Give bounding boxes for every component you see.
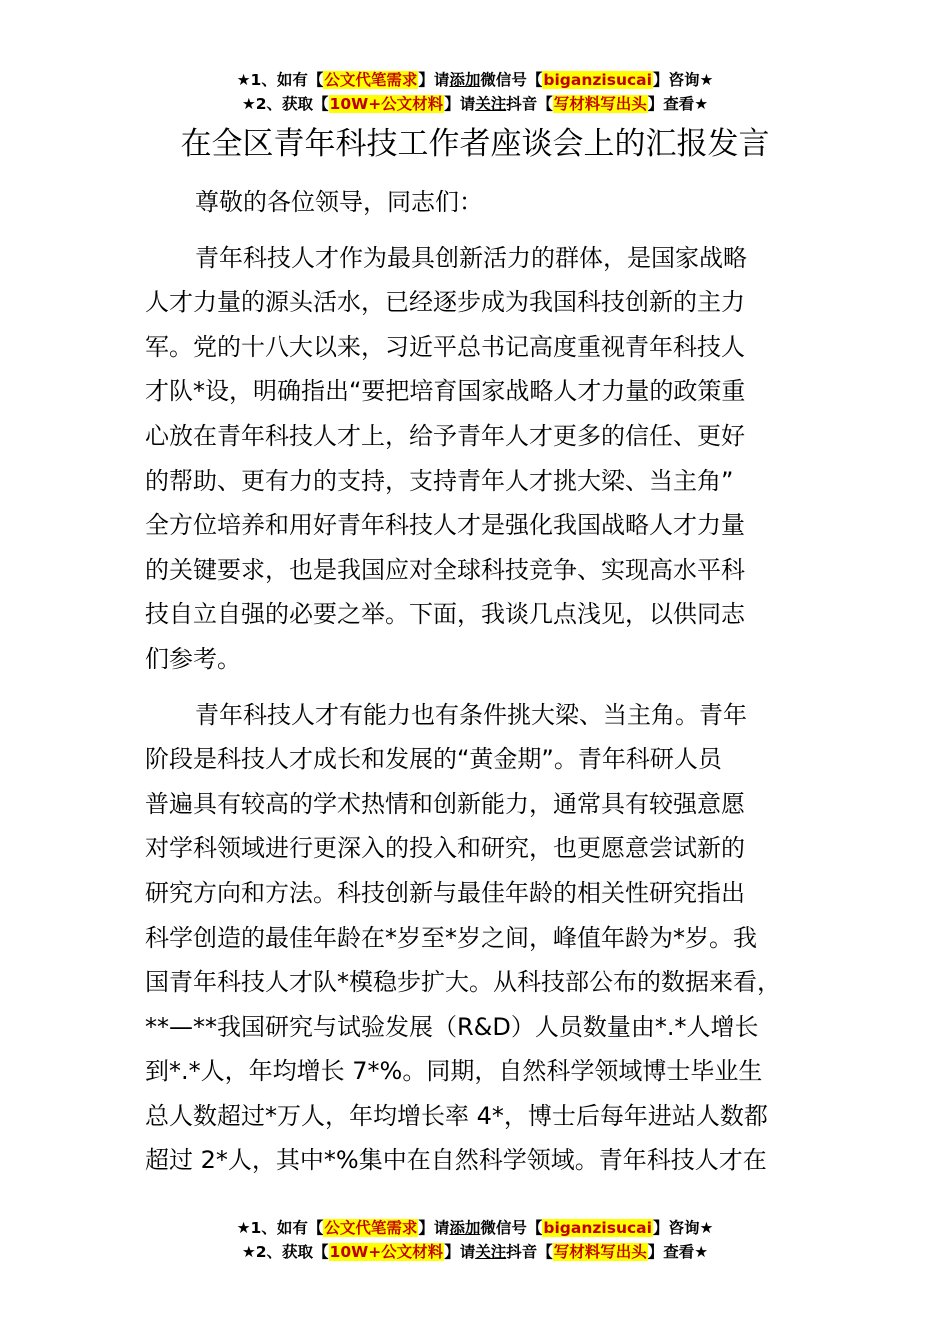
highlight-wechat-id: biganzisucai [543,71,652,89]
text-line: 对学科领域进行更深入的投入和研究，也更愿意尝试新的 [145,834,745,863]
text-line: 军。党的十八大以来，习近平总书记高度重视青年科技人 [145,332,745,361]
notice-text: 】咨询★ [652,1219,714,1237]
footer-notice [0,1216,950,1264]
document-body [145,180,825,1183]
text-line: 才队*设，明确指出“要把培育国家战略人才力量的政策重 [145,377,746,406]
text-line: 研究方向和方法。科技创新与最佳年龄的相关性研究指出 [145,878,745,907]
notice-text: 】请 [418,1219,450,1237]
highlight-douyin-id: 写材料写出头 [553,1243,647,1261]
document-title: 在全区青年科技工作者座谈会上的汇报发言 [180,126,770,162]
notice-text: 】请 [444,1243,476,1261]
highlight-materials: 10W+公文材料 [329,95,444,113]
notice-line-1 [0,68,950,92]
notice-text: 】请 [444,95,476,113]
notice-underlined: 关注 [475,95,507,113]
notice-text: 】请 [418,71,450,89]
highlight-service: 公文代笔需求 [324,71,418,89]
text-line: 总人数超过*万人，年均增长率 4*，博士后每年进站人数都 [145,1101,768,1130]
notice-text: 2、获取【 [255,95,329,113]
header-notice [0,68,950,116]
notice-underlined: 添加 [449,1219,481,1237]
text-line: 超过 2*人，其中*%集中在自然科学领域。青年科技人才在 [145,1146,767,1175]
text-line: 阶段是科技人才成长和发展的“黄金期”。青年科研人员 [145,745,722,774]
notice-text: 1、如有【 [250,71,324,89]
text-line: 国青年科技人才队*模稳步扩大。从科技部公布的数据来看， [145,968,781,997]
notice-text: 1、如有【 [250,1219,324,1237]
text-line: 全方位培养和用好青年科技人才是强化我国战略人才力量 [145,511,745,540]
notice-text: 】查看★ [647,95,709,113]
text-line: 科学创造的最佳年龄在*岁至*岁之间，峰值年龄为*岁。我 [145,923,757,952]
highlight-wechat-id: biganzisucai [543,1219,652,1237]
text-line: 人才力量的源头活水，已经逐步成为我国科技创新的主力 [145,288,745,317]
notice-underlined: 关注 [475,1243,507,1261]
notice-underlined: 添加 [449,71,481,89]
text-line: 普遍具有较高的学术热情和创新能力，通常具有较强意愿 [145,789,745,818]
notice-text: 】查看★ [647,1243,709,1261]
star-icon: ★ [236,1219,251,1237]
star-icon: ★ [236,71,251,89]
notice-text: 微信号【 [480,1219,543,1237]
text-line: 的帮助、更有力的支持，支持青年人才挑大梁、当主角” [145,466,734,495]
highlight-douyin-id: 写材料写出头 [553,95,647,113]
text-line: **—**我国研究与试验发展（R&D）人员数量由*.*人增长 [145,1012,759,1041]
highlight-service: 公文代笔需求 [324,1219,418,1237]
text-line: 心放在青年科技人才上，给予青年人才更多的信任、更好 [145,421,745,450]
notice-line-2 [0,1240,950,1264]
notice-line-1 [0,1216,950,1240]
notice-text: 】咨询★ [652,71,714,89]
notice-text: 抖音【 [506,1243,553,1261]
greeting: 尊敬的各位领导，同志们： [195,188,483,216]
text-line: 到*.*人，年均增长 7*%。同期，自然科学领域博士毕业生 [145,1057,763,1086]
text-line: 青年科技人才有能力也有条件挑大梁、当主角。青年 [195,700,747,729]
star-icon: ★ [241,1243,256,1261]
notice-text: 抖音【 [506,95,553,113]
notice-text: 2、获取【 [255,1243,329,1261]
text-line: 青年科技人才作为最具创新活力的群体，是国家战略 [195,243,747,272]
notice-text: 微信号【 [480,71,543,89]
paragraph-2 [145,693,825,1184]
notice-line-2 [0,92,950,116]
text-line: 们参考。 [145,644,241,673]
text-line: 的关键要求，也是我国应对全球科技竞争、实现高水平科 [145,555,745,584]
paragraph-1 [145,236,825,682]
text-line: 技自立自强的必要之举。下面，我谈几点浅见，以供同志 [145,600,745,629]
star-icon: ★ [241,95,256,113]
highlight-materials: 10W+公文材料 [329,1243,444,1261]
